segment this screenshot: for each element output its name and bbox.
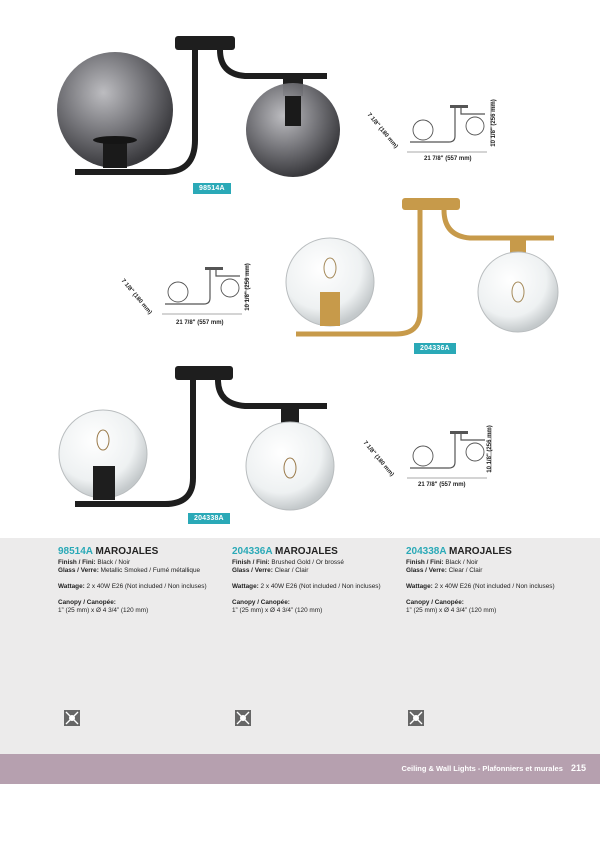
dim-width-1: 21 7/8" (557 mm) [424, 156, 472, 162]
certification-icon [408, 710, 424, 726]
canopy-label: Canopy / Canopée: [406, 599, 464, 606]
glass-line [58, 567, 223, 575]
wattage-value: 2 x 40W E26 (Not included / Non incluses) [434, 583, 555, 590]
canopy-label: Canopy / Canopée: [232, 599, 290, 606]
finish-label: Finish / Fini: [232, 559, 270, 566]
glass-label: Glass / Verre: [232, 567, 273, 574]
product-photo-98514a [55, 30, 355, 190]
glass-value: Metallic Smoked / Fumé métallique [100, 567, 201, 574]
dim-depth-2: 7 1/8" (180 mm) [119, 278, 153, 316]
canopy-value: 1” (25 mm) x Ø 4 3/4” (120 mm) [406, 607, 497, 614]
page-footer [0, 754, 600, 784]
glass-value: Clear / Clair [448, 567, 483, 574]
wattage-value: 2 x 40W E26 (Not included / Non incluses) [260, 583, 381, 590]
dim-depth-1: 7 1/8" (180 mm) [365, 112, 399, 150]
footer-text [401, 763, 586, 773]
glass-label: Glass / Verre: [58, 567, 99, 574]
spec-heading [232, 548, 397, 556]
wattage-line [232, 583, 397, 591]
product-tag-204338a: 204338A [188, 513, 230, 524]
dim-depth-3: 7 1/8" (180 mm) [361, 440, 395, 478]
glass-value: Clear / Clair [274, 567, 309, 574]
spec-sku: 204336A [232, 546, 273, 557]
glass-label: Glass / Verre: [406, 567, 447, 574]
wattage-value: 2 x 40W E26 (Not included / Non incluses) [86, 583, 207, 590]
spec-sku: 204338A [406, 546, 447, 557]
finish-value: Black / Noir [97, 559, 131, 566]
canopy-value: 1” (25 mm) x Ø 4 3/4” (120 mm) [232, 607, 323, 614]
finish-label: Finish / Fini: [406, 559, 444, 566]
footer-section-title: Ceiling & Wall Lights - Plafonniers et murales [401, 764, 563, 773]
spec-name: MAROJALES [449, 546, 512, 557]
spec-sku: 98514A [58, 546, 93, 557]
product-tag-98514a: 98514A [193, 183, 231, 194]
certification-icon [235, 710, 251, 726]
wattage-label: Wattage: [232, 583, 259, 590]
dim-height-3: 10 1/8" (256 mm) [486, 425, 493, 473]
dimension-diagram-2 [150, 262, 250, 322]
spec-name: MAROJALES [275, 546, 338, 557]
dim-width-3: 21 7/8" (557 mm) [418, 482, 466, 488]
spec-column-98514a [58, 548, 223, 615]
finish-label: Finish / Fini: [58, 559, 96, 566]
wattage-line [406, 583, 586, 591]
finish-line [232, 559, 397, 567]
page-number: 215 [570, 763, 586, 773]
canopy-label: Canopy / Canopée: [58, 599, 116, 606]
spec-heading [58, 548, 223, 556]
product-photo-204338a [55, 362, 355, 522]
spec-column-204338a [406, 548, 586, 615]
glass-line [406, 567, 586, 575]
dim-width-2: 21 7/8" (557 mm) [176, 320, 224, 326]
dim-height-2: 10 1/8" (256 mm) [244, 263, 251, 311]
wattage-line [58, 583, 223, 591]
product-photo-204336a [282, 196, 582, 346]
dim-height-1: 10 1/8" (256 mm) [490, 99, 497, 147]
wattage-label: Wattage: [58, 583, 85, 590]
wattage-label: Wattage: [406, 583, 433, 590]
product-tag-204336a: 204336A [414, 343, 456, 354]
certification-icon [64, 710, 80, 726]
finish-value: Brushed Gold / Or brossé [271, 559, 344, 566]
dimension-diagram-3 [395, 426, 495, 486]
finish-value: Black / Noir [445, 559, 479, 566]
spec-panel [0, 538, 600, 754]
canopy-value: 1” (25 mm) x Ø 4 3/4” (120 mm) [58, 607, 149, 614]
dimension-diagram-1 [395, 100, 495, 160]
glass-line [232, 567, 397, 575]
spec-column-204336a [232, 548, 397, 615]
spec-heading [406, 548, 586, 556]
finish-line [406, 559, 586, 567]
spec-name: MAROJALES [95, 546, 159, 557]
finish-line [58, 559, 223, 567]
